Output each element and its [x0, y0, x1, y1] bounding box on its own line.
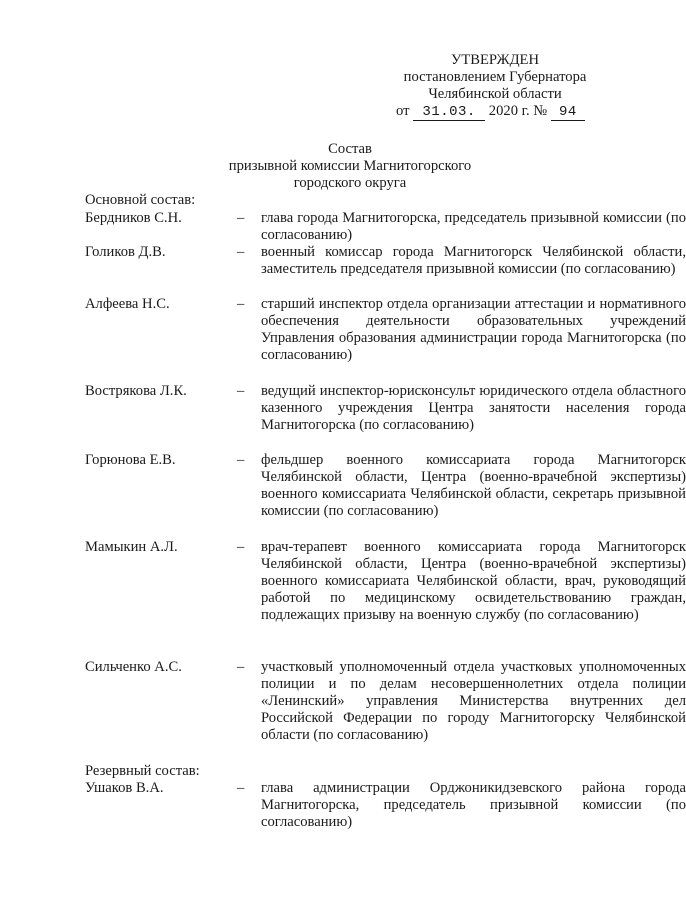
- member-dash: –: [237, 244, 245, 260]
- member-dash: –: [237, 452, 245, 468]
- member-name: Голиков Д.В.: [85, 244, 166, 260]
- approval-date-line: [396, 103, 600, 121]
- date-day: 31.03.: [413, 105, 485, 121]
- member-dash: –: [237, 780, 245, 796]
- member-name: Бердников С.Н.: [85, 210, 182, 226]
- member-name: Горюнова Е.В.: [85, 452, 176, 468]
- member-name: Алфеева Н.С.: [85, 296, 170, 312]
- member-role: глава города Магнитогорска, председатель призывной комиссии (по согласованию): [261, 210, 686, 243]
- title-line-1: Состав: [328, 141, 372, 157]
- approval-line-1: постановлением Губернатора: [403, 69, 587, 85]
- title-line-3: городского округа: [293, 175, 407, 191]
- member-dash: –: [237, 659, 245, 675]
- member-name: Сильченко А.С.: [85, 659, 182, 675]
- member-name: Ушаков В.А.: [85, 780, 164, 796]
- member-role: врач-терапевт военного комиссариата города Магнитогорск Челябинской области, Центра (военно-врачебной экспертизы) военного комиссариата Челябинской области, врач, руководящий работой по медицинскому освидетельствованию граждан, подлежащих призыву на военную службу (по согласованию): [261, 539, 686, 623]
- member-role: военный комиссар города Магнитогорск Челябинской области, заместитель председателя призывной комиссии (по согласованию): [261, 244, 686, 277]
- reserve-section-label: Резервный состав:: [85, 763, 200, 779]
- date-year: 2020 г. №: [488, 103, 548, 119]
- member-name: Мамыкин А.Л.: [85, 539, 178, 555]
- member-role: фельдшер военного комиссариата города Магнитогорск Челябинской области, Центра (военно-врачебной экспертизы) военного комиссариата Челябинской области, секретарь призывной комиссии (по согласованию): [261, 452, 686, 519]
- member-role: старший инспектор отдела организации аттестации и нормативного обеспечения деятельности образовательных учреждений Управления образования администрации города Магнитогорска (по согласованию): [261, 296, 686, 363]
- member-dash: –: [237, 383, 245, 399]
- member-role: участковый уполномоченный отдела участковых уполномоченных полиции и по делам несовершеннолетних отдела полиции «Ленинский» управления Министерства внутренних дел Российской Федерации по городу Магнитогорску Челябинской области (по согласованию): [261, 659, 686, 743]
- member-dash: –: [237, 539, 245, 555]
- approval-title: УТВЕРЖДЕН: [451, 52, 539, 68]
- member-name: Вострякова Л.К.: [85, 383, 187, 399]
- main-section-label: Основной состав:: [85, 192, 196, 208]
- document-title: [180, 141, 520, 192]
- member-dash: –: [237, 210, 245, 226]
- title-line-2: призывной комиссии Магнитогорского: [228, 158, 472, 174]
- date-prefix: от: [396, 103, 410, 119]
- approval-line-2: Челябинской области: [428, 86, 562, 102]
- decree-number: 94: [551, 105, 585, 121]
- member-role: глава администрации Орджоникидзевского района города Магнитогорска, председатель призывной комиссии (по согласованию): [261, 780, 686, 830]
- member-role: ведущий инспектор-юрисконсульт юридического отдела областного казенного учреждения Центра занятости населения города Магнитогорска (по согласованию): [261, 383, 686, 433]
- member-dash: –: [237, 296, 245, 312]
- approval-block: [390, 52, 600, 121]
